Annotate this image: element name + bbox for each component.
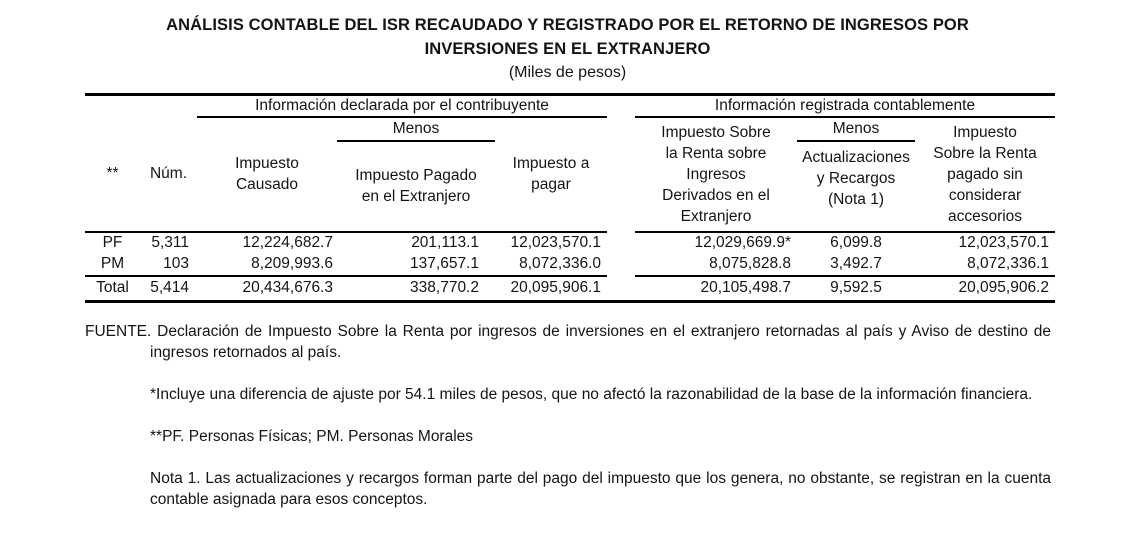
total-isr-ingresos-extranjero: 20,105,498.7 (635, 276, 797, 302)
pm-isr-ingresos-extranjero: 8,075,828.8 (709, 255, 791, 272)
pm-isr-sin-accesorios: 8,072,336.1 (967, 255, 1049, 272)
total-num: 5,414 (140, 276, 197, 302)
col-header-menos-left: Menos (337, 117, 495, 141)
group-header-recorded: Información registrada contablemente (635, 95, 1055, 117)
menos-header-row (85, 117, 1055, 141)
group-header-spacer-left (85, 95, 197, 117)
footnotes (85, 321, 1051, 510)
title-line-1: ANÁLISIS CONTABLE DEL ISR RECAUDADO Y REGISTRADO POR EL RETORNO DE INGRESOS POR (166, 16, 969, 34)
double-asterisk-note: **PF. Personas Físicas; PM. Personas Morales (150, 428, 474, 445)
title-units: (Miles de pesos) (508, 64, 627, 81)
col-header-menos-right: Menos (797, 117, 915, 141)
column-gap (607, 117, 635, 232)
pf-impuesto-a-pagar: 12,023,570.1 (510, 234, 601, 251)
group-header-row (85, 95, 1055, 117)
total-actualizaciones-recargos: 9,592.5 (797, 276, 915, 302)
col-header-num: Núm. (140, 117, 197, 232)
pf-impuesto-pagado-extranjero: 201,113.1 (411, 234, 479, 251)
fuente-label: FUENTE. (85, 323, 152, 340)
fuente-text: Declaración de Impuesto Sobre la Renta por ingresos de inversiones en el extranjero retornadas al país y Aviso de destino de ingresos retornados al país. (150, 323, 1052, 361)
col-header-actualizaciones-recargos: Actualizaciones y Recargos (Nota 1) (797, 141, 915, 232)
col-header-isr-sin-accesorios: Impuesto Sobre la Renta pagado sin considerar accesorios (915, 117, 1055, 232)
total-isr-sin-accesorios: 20,095,906.2 (915, 276, 1055, 302)
pf-label: PF (102, 234, 123, 251)
pm-actualizaciones-recargos: 3,492.7 (830, 255, 882, 272)
pf-num: 5,311 (151, 234, 189, 251)
col-header-type: ** (85, 117, 140, 232)
isr-analysis-table (85, 93, 1055, 303)
gap-cell (607, 254, 635, 276)
total-impuesto-pagado-extranjero: 338,770.2 (337, 276, 495, 302)
title-line-2: INVERSIONES EN EL EXTRANJERO (424, 40, 711, 58)
col-header-impuesto-causado: Impuesto Causado (197, 117, 337, 232)
total-label: Total (85, 276, 140, 302)
col-header-impuesto-pagado-extranjero: Impuesto Pagado en el Extranjero (337, 141, 495, 232)
pm-impuesto-a-pagar: 8,072,336.0 (519, 255, 601, 272)
pm-label: PM (100, 255, 125, 272)
total-impuesto-causado: 20,434,676.3 (197, 276, 337, 302)
table-row-pm (85, 254, 1055, 276)
gap-cell (607, 232, 635, 254)
fuente-note (85, 321, 1051, 363)
pf-impuesto-causado: 12,224,682.7 (242, 234, 333, 251)
pm-num: 103 (163, 255, 189, 272)
table-row-pf (85, 232, 1055, 254)
pf-actualizaciones-recargos: 6,099.8 (830, 234, 882, 251)
total-impuesto-a-pagar: 20,095,906.1 (495, 276, 607, 302)
pf-isr-ingresos-extranjero: 12,029,669.9* (694, 234, 791, 251)
document-title (0, 0, 1135, 85)
col-header-impuesto-a-pagar: Impuesto a pagar (495, 117, 607, 232)
col-header-isr-ingresos-extranjero: Impuesto Sobre la Renta sobre Ingresos Derivados en el Extranjero (635, 117, 797, 232)
nota1-note: Nota 1. Las actualizaciones y recargos forman parte del pago del impuesto que los genera, no obstante, se registran en la cuenta contable asignada para esos conceptos. (150, 470, 1051, 508)
table-row-total (85, 276, 1055, 302)
group-gap (607, 95, 635, 117)
pm-impuesto-causado: 8,209,993.6 (251, 255, 333, 272)
group-header-declared: Información declarada por el contribuyente (197, 95, 607, 117)
gap-cell (607, 276, 635, 302)
asterisk-note: *Incluye una diferencia de ajuste por 54.1 miles de pesos, que no afectó la razonabilidad de la base de la información financiera. (150, 386, 1033, 403)
pf-isr-sin-accesorios: 12,023,570.1 (958, 234, 1049, 251)
pm-impuesto-pagado-extranjero: 137,657.1 (410, 255, 479, 272)
